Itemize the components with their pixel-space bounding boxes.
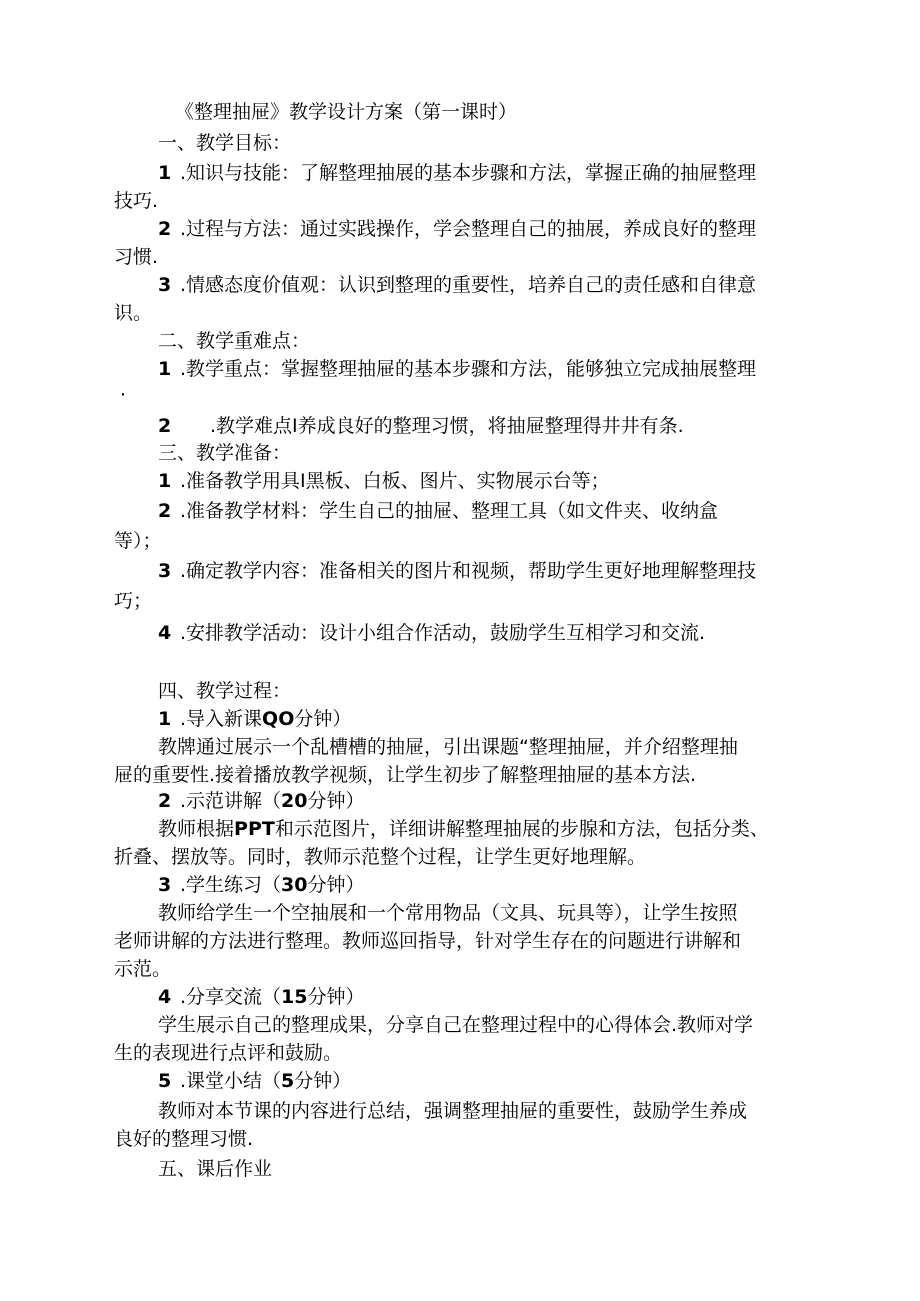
preparation-item-2-cont: 等）； bbox=[114, 530, 162, 552]
step-number: 5 bbox=[158, 1070, 172, 1092]
objective-item-2 bbox=[158, 216, 756, 242]
step-duration-unit: 分钟） bbox=[307, 790, 365, 812]
process-step-5-line: 良好的整理习惯. bbox=[114, 1128, 254, 1150]
section-heading-key-points: 二、教学重难点： bbox=[158, 330, 311, 352]
process-step-4-line: 生的表现进行点评和鼓励。 bbox=[114, 1042, 343, 1064]
objective-item-2-cont: 习惯. bbox=[114, 246, 159, 268]
process-step-2-title bbox=[158, 788, 365, 814]
process-step-2-line: 折叠、摆放等。同时，教师示范整个过程，让学生更好地理解。 bbox=[114, 846, 647, 868]
step-title: .分享交流（ bbox=[180, 986, 282, 1008]
process-step-3-line: 老师讲解的方法进行整理。教师巡回指导，针对学生存在的问题进行讲解和 bbox=[114, 930, 742, 952]
step-title: .学生练习（ bbox=[180, 874, 282, 896]
objective-item-3 bbox=[158, 272, 756, 298]
item-number: 2 bbox=[158, 415, 172, 437]
preparation-item-3-cont: 巧； bbox=[114, 590, 153, 612]
text-segment: 教师根据 bbox=[158, 818, 235, 840]
item-text: .准备教学材料：学生自己的抽屉、整理工具（如文件夹、收纳盒 bbox=[180, 500, 719, 522]
process-step-2-line bbox=[158, 816, 769, 842]
preparation-item-1 bbox=[158, 468, 610, 494]
text-segment-bold: PPT bbox=[234, 818, 275, 840]
step-number: 1 bbox=[158, 708, 172, 730]
item-text: .知识与技能：了解整理抽展的基本步骤和方法，掌握正确的抽屉整理 bbox=[180, 162, 757, 184]
step-title: .课堂小结（ bbox=[180, 1070, 282, 1092]
process-step-1-line: 屉的重要性.接着播放教学视频，让学生初步了解整理抽屉的基本方法. bbox=[114, 764, 697, 786]
step-duration-unit: 分钟） bbox=[307, 874, 365, 896]
section-heading-objectives: 一、教学目标： bbox=[158, 132, 292, 154]
item-number: 3 bbox=[158, 274, 172, 296]
step-duration: 20 bbox=[281, 790, 308, 812]
step-title: .导入新课 bbox=[180, 708, 263, 730]
section-heading-process: 四、教学过程： bbox=[158, 680, 292, 702]
objective-item-1 bbox=[158, 160, 756, 186]
item-number: 2 bbox=[158, 218, 172, 240]
item-number: 2 bbox=[158, 500, 172, 522]
item-number: 4 bbox=[158, 622, 172, 644]
process-step-1-title bbox=[158, 706, 351, 732]
process-step-4-title bbox=[158, 984, 365, 1010]
item-text: .准备教学用具I黑板、白板、图片、实物展示台等； bbox=[180, 470, 610, 492]
process-step-3-line: 教师给学生一个空抽展和一个常用物品（文具、玩具等），让学生按照 bbox=[158, 902, 738, 924]
key-point-item-2 bbox=[158, 413, 684, 439]
process-step-3-line: 示范。 bbox=[114, 958, 172, 980]
item-text: .过程与方法：通过实践操作，学会整理自己的抽展，养成良好的整理 bbox=[180, 218, 757, 240]
process-step-5-title bbox=[158, 1068, 351, 1094]
item-text: .安排教学活动：设计小组合作活动，鼓励学生互相学习和交流. bbox=[180, 622, 706, 644]
step-number: 2 bbox=[158, 790, 172, 812]
item-number: 1 bbox=[158, 162, 172, 184]
preparation-item-2 bbox=[158, 498, 718, 524]
step-number: 3 bbox=[158, 874, 172, 896]
document-title: 《整理抽屉》教学设计方案（第一课时） bbox=[175, 101, 518, 123]
key-point-item-1 bbox=[158, 356, 756, 382]
step-duration-unit: 分钟） bbox=[307, 986, 365, 1008]
key-point-item-1-cont: · bbox=[120, 384, 127, 406]
step-duration: 5 bbox=[281, 1070, 295, 1092]
process-step-1-line: 教牌通过展示一个乱槽槽的抽屉，引出课题“整理抽屉，并介绍整理抽 bbox=[158, 736, 738, 758]
process-step-4-line: 学生展示自己的整理成果，分享自己在整理过程中的心得体会.教师对学 bbox=[158, 1014, 754, 1036]
item-text: .教学难点I养成良好的整理习惯，将抽屉整理得井井有条. bbox=[210, 415, 684, 437]
item-text: .确定教学内容：准备相关的图片和视频，帮助学生更好地理解整理技 bbox=[180, 560, 757, 582]
text-segment: 和示范图片，详细讲解整理抽展的步腺和方法，包括分类、 bbox=[274, 818, 769, 840]
step-title: .示范讲解（ bbox=[180, 790, 282, 812]
step-number: 4 bbox=[158, 986, 172, 1008]
item-text: .教学重点：掌握整理抽屉的基本步骤和方法，能够独立完成抽展整理 bbox=[180, 358, 757, 380]
section-heading-preparation: 三、教学准备： bbox=[158, 442, 292, 464]
section-heading-homework: 五、课后作业 bbox=[158, 1158, 273, 1180]
item-text: .情感态度价值观：认识到整理的重要性，培养自己的责任感和自律意 bbox=[180, 274, 757, 296]
process-step-3-title bbox=[158, 872, 365, 898]
step-duration: 30 bbox=[281, 874, 308, 896]
objective-item-1-cont: 技巧. bbox=[114, 190, 159, 212]
objective-item-3-cont: 识。 bbox=[114, 302, 153, 324]
item-number: 1 bbox=[158, 470, 172, 492]
preparation-item-4 bbox=[158, 620, 705, 646]
preparation-item-3 bbox=[158, 558, 756, 584]
step-duration-unit: 分钟） bbox=[294, 1070, 352, 1092]
step-duration: QO bbox=[262, 708, 295, 730]
item-number: 3 bbox=[158, 560, 172, 582]
process-step-5-line: 教师对本节课的内容进行总结，强调整理抽屉的重要性，鼓励学生养成 bbox=[158, 1100, 748, 1122]
item-number: 1 bbox=[158, 358, 172, 380]
step-duration-unit: 分钟） bbox=[294, 708, 352, 730]
step-duration: 15 bbox=[281, 986, 308, 1008]
